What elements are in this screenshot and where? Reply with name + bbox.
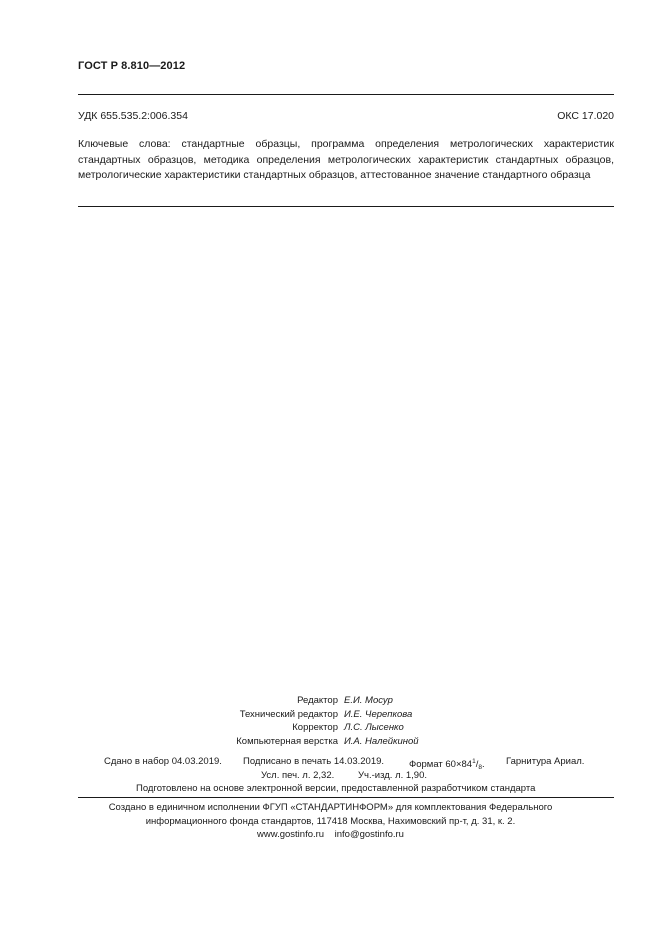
footer-line-2: информационного фонда стандартов, 117418 Москва, Нахимовский пр-т, д. 31, к. 2. bbox=[145, 815, 516, 827]
credit-row-editor bbox=[0, 694, 661, 708]
website-link[interactable]: www.gostinfo.ru bbox=[257, 829, 325, 840]
footer-rule bbox=[78, 797, 614, 798]
oks-code: ОКС 17.020 bbox=[557, 110, 614, 122]
signed-date: Подписано в печать 14.03.2019. bbox=[243, 756, 385, 767]
credit-row-tech-editor bbox=[0, 708, 661, 722]
format-suffix: . bbox=[481, 759, 485, 770]
credits-block bbox=[0, 694, 661, 748]
credit-label: Компьютерная верстка bbox=[236, 735, 338, 747]
typeface-info: Гарнитура Ариал. bbox=[506, 756, 585, 767]
standard-code: ГОСТ Р 8.810—2012 bbox=[78, 60, 186, 72]
credit-label: Технический редактор bbox=[239, 708, 338, 720]
credit-label: Корректор bbox=[292, 722, 338, 733]
edition-sheets: Уч.-изд. л. 1,90. bbox=[358, 769, 428, 781]
keywords-rule bbox=[78, 206, 614, 207]
footer-contacts bbox=[0, 828, 661, 842]
credit-row-layout bbox=[0, 735, 661, 749]
format-prefix: Формат 60×84 bbox=[409, 759, 473, 770]
footer-line-1: Создано в единичном исполнении ФГУП «СТАНДАРТИНФОРМ» для комплектования Федерального bbox=[108, 802, 553, 813]
credit-label: Редактор bbox=[297, 695, 338, 706]
header-rule bbox=[78, 94, 614, 95]
credit-name: И.Е. Черепкова bbox=[344, 708, 413, 720]
footer-block bbox=[0, 801, 661, 842]
prepared-note: Подготовлено на основе электронной версии, предоставленной разработчиком стандарта bbox=[136, 783, 536, 794]
keywords-paragraph: Ключевые слова: стандартные образцы, программа определения метрологических характеристик стандартных образцов, методика определения метрологических характеристик стандартных образцов, метрологические характеристики стандартных образцов, аттестованное значение стандартного образца bbox=[78, 138, 614, 181]
typeset-date: Сдано в набор 04.03.2019. bbox=[104, 756, 222, 767]
credit-name: Л.С. Лысенко bbox=[344, 722, 404, 733]
print-sheets: Усл. печ. л. 2,32. bbox=[261, 769, 335, 781]
email-link[interactable]: info@gostinfo.ru bbox=[334, 829, 404, 840]
udk-code: УДК 655.535.2:006.354 bbox=[78, 110, 188, 122]
credit-name: И.А. Налейкиной bbox=[344, 735, 419, 747]
format-denominator: 8 bbox=[478, 764, 482, 771]
format-slash: / bbox=[475, 759, 479, 770]
credit-row-corrector bbox=[0, 721, 661, 735]
credit-name: Е.И. Мосур bbox=[344, 695, 393, 706]
format-numerator: 1 bbox=[472, 758, 476, 765]
